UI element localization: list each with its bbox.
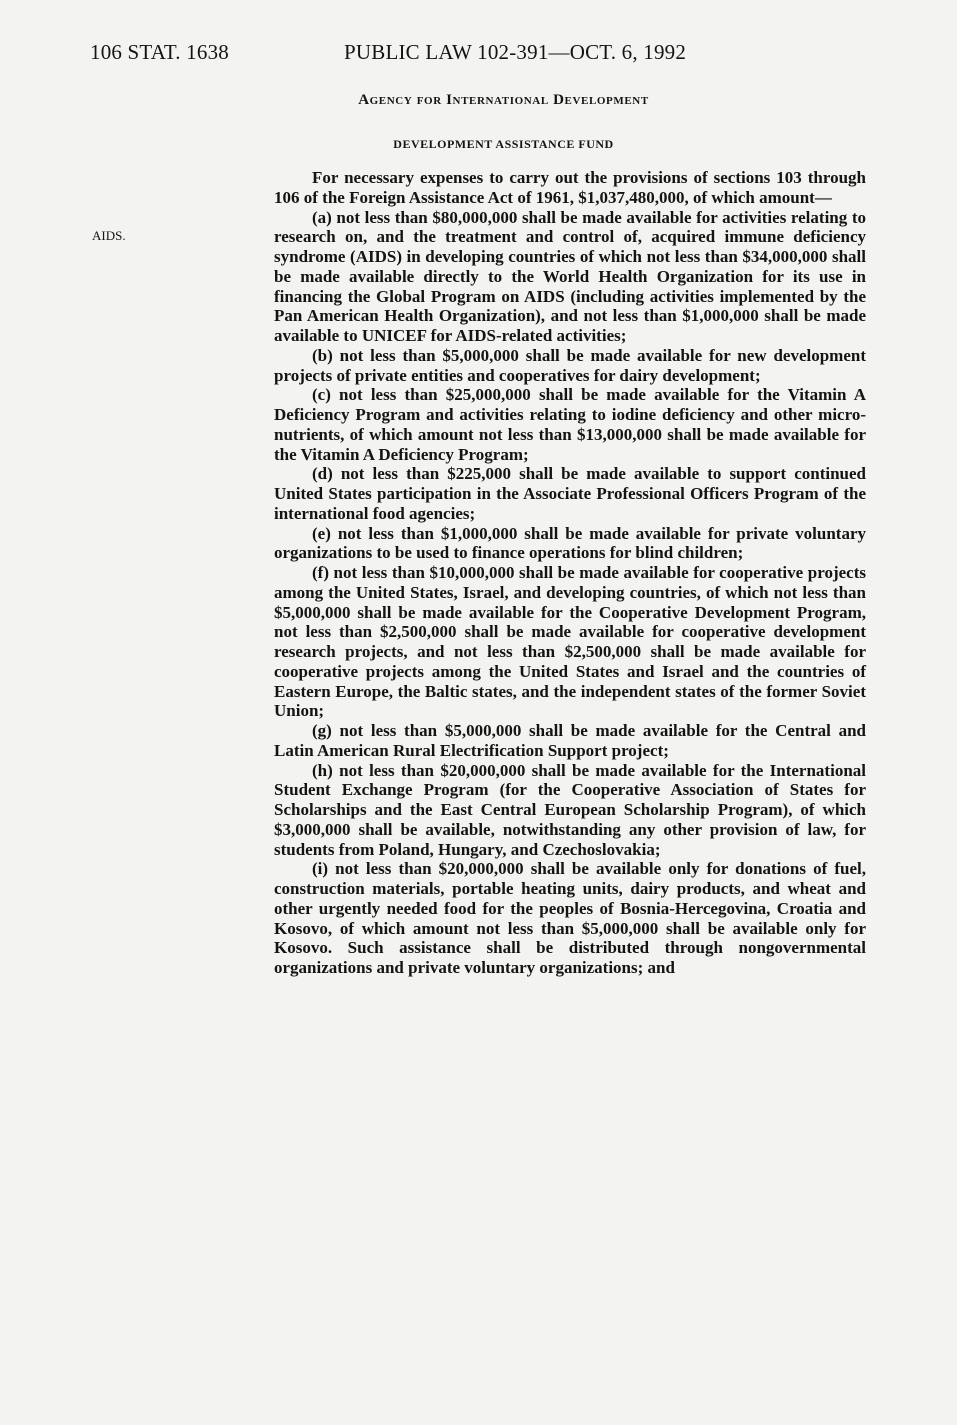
paragraph-c: (c) not less than $25,000,000 shall be made available for the Vitamin A Deficiency Program and activities relating to iodine deficiency and other micro-nutrients, of which amount not less than $13,000,000 shall be made available for the Vitamin A Deficiency Program; bbox=[274, 385, 866, 464]
paragraph-a: (a) not less than $80,000,000 shall be made available for activities relating to research on, and the treatment and control of, acquired immune deficiency syndrome (AIDS) in developing countries of which not less than $34,000,000 shall be made available directly to the World Health Organization for its use in financing the Global Program on AIDS (including activities implemented by the Pan American Health Organization), and not less than $1,000,000 shall be made available to UNICEF for AIDS-related activities; bbox=[274, 207, 866, 345]
agency-heading bbox=[0, 92, 957, 109]
paragraph-g: (g) not less than $5,000,000 shall be made available for the Central and Latin American Rural Electrification Support project; bbox=[274, 721, 866, 760]
margin-note-aids: AIDS. bbox=[92, 228, 126, 243]
page-number: 106 STAT. 1638 bbox=[90, 40, 229, 64]
fund-heading-text: DEVELOPMENT ASSISTANCE FUND bbox=[393, 137, 614, 151]
law-citation: PUBLIC LAW 102-391—OCT. 6, 1992 bbox=[344, 40, 687, 64]
agency-heading-text: Agency for International Development bbox=[358, 92, 649, 108]
paragraph-i: (i) not less than $20,000,000 shall be available only for donations of fuel, construction materials, portable heating units, dairy products, and wheat and other urgently needed food for the peoples of Bosnia-Hercegovina, Croatia and Kosovo, of which amount not less than $5,000,000 shall be available only for Kosovo. Such assistance shall be distributed through nongovernmental organizations and private voluntary organizations; and bbox=[274, 859, 866, 977]
paragraph-e: (e) not less than $1,000,000 shall be made available for private voluntary organizations to be used to finance operations for blind children; bbox=[274, 523, 866, 563]
paragraph-h: (h) not less than $20,000,000 shall be made available for the International Student Exchange Program (for the Cooperative Association of States for Scholarships and the East Central European Scholarship Program), of which $3,000,000 shall be available, notwithstanding any other provision of law, for students from Poland, Hungary, and Czechoslovakia; bbox=[274, 760, 866, 859]
intro-paragraph: For necessary expenses to carry out the provisions of sections 103 through 106 of the Foreign Assistance Act of 1961, $1,037,480,000, of which amount— bbox=[274, 168, 866, 207]
running-head bbox=[90, 40, 880, 70]
paragraph-f: (f) not less than $10,000,000 shall be made available for cooperative projects among the United States, Israel, and developing countries, of which not less than $5,000,000 shall be made available for the Cooperative Development Program, not less than $2,500,000 shall be made available for cooperative development research projects, and not less than $2,500,000 shall be made available for cooperative projects among the United States and Israel and the countries of Eastern Europe, the Baltic states, and the independent states of the former Soviet Union; bbox=[274, 563, 866, 721]
body-text bbox=[274, 168, 866, 978]
paragraph-b: (b) not less than $5,000,000 shall be made available for new development projects of private entities and cooperatives for dairy development; bbox=[274, 345, 866, 385]
paragraph-d: (d) not less than $225,000 shall be made available to support continued United States participation in the Associate Professional Officers Program of the international food agencies; bbox=[274, 464, 866, 523]
fund-heading bbox=[0, 137, 957, 152]
